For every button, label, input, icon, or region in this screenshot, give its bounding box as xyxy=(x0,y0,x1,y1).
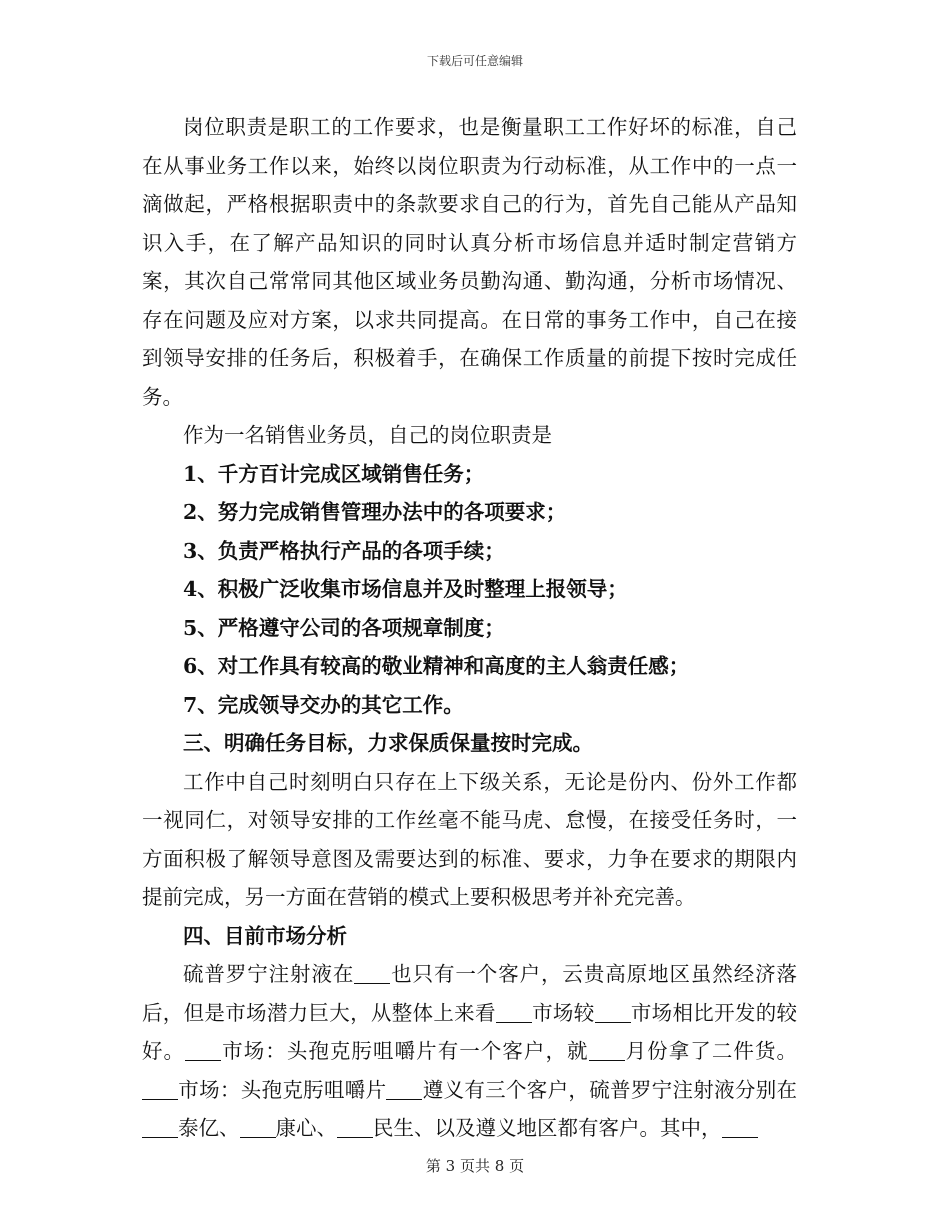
market-text: 月份拿了二件货。 xyxy=(624,1039,798,1063)
market-text: 市场：头孢克肟咀嚼片有一个客户，就 xyxy=(221,1039,589,1063)
duty-item-5: 5、严格遵守公司的各项规章制度； xyxy=(183,615,505,640)
market-text: 硫普罗宁注射液在 xyxy=(183,962,355,986)
blank-underline xyxy=(240,1117,276,1139)
market-text: 市场较 xyxy=(531,1000,595,1025)
paragraph-job-duties: 岗位职责是职工的工作要求，也是衡量职工工作好坏的标准，自己在从事业务工作以来，始终以岗位职责为行动标准，从工作中的一点一滴做起，严格根据职责中的条款要求自己的行为，首先自己能从产品知识入手，在了解产品知识的同时认真分析市场信息并适时制定营销方案，其次自己常常同其他区域业务员勤沟通、勤沟通，分析市场情况、存在问题及应对方案，以求共同提高。在日常的事务工作中，自己在接到领导安排的任务后，积极着手，在确保工作质量的前提下按时完成任务。 xyxy=(142,115,797,409)
duty-item-1: 1、千方百计完成区域销售任务； xyxy=(183,461,485,486)
market-text: 也只有一个客户，云贵高原地区虽然经济落后，但是市场潜力巨大，从整体上来看 xyxy=(142,962,798,1025)
market-text: 市场相比开发的较好。 xyxy=(142,1000,798,1063)
market-text: 康心、 xyxy=(275,1116,337,1140)
duty-item-4: 4、积极广泛收集市场信息并及时整理上报领导； xyxy=(183,577,628,601)
paragraph-duties-intro: 作为一名销售业务员，自己的岗位职责是 xyxy=(183,423,552,447)
section-heading-3: 三、明确任务目标，力求保质保量按时完成。 xyxy=(183,731,593,755)
duty-item-7: 7、完成领导交办的其它工作。 xyxy=(183,692,464,717)
market-text: 市场：头孢克肟咀嚼片 xyxy=(178,1077,387,1102)
blank-underline xyxy=(496,1001,532,1023)
blank-underline xyxy=(589,1040,625,1062)
duty-item-2: 2、努力完成销售管理办法中的各项要求； xyxy=(183,500,567,524)
blank-underline xyxy=(142,1117,178,1139)
blank-underline xyxy=(354,963,390,985)
page-header: 下载后可任意编辑 xyxy=(426,54,523,68)
blank-underline xyxy=(386,1078,422,1100)
section-heading-4: 四、目前市场分析 xyxy=(183,923,347,948)
duty-item-6: 6、对工作具有较高的敬业精神和高度的主人翁责任感； xyxy=(183,654,690,678)
blank-underline xyxy=(595,1001,631,1023)
market-text: 民生、以及遵义地区都有客户。其中， xyxy=(373,1116,722,1140)
blank-underline xyxy=(337,1117,373,1139)
blank-underline xyxy=(722,1117,758,1139)
paragraph-section-3: 工作中自己时刻明白只存在上下级关系，无论是份内、份外工作都一视同仁，对领导安排的工作丝毫不能马虎、怠慢，在接受任务时，一方面积极了解领导意图及需要达到的标准、要求，力争在要求的期限内提前完成，另一方面在营销的模式上要积极思考并补充完善。 xyxy=(142,769,797,909)
blank-underline xyxy=(185,1040,221,1062)
blank-underline xyxy=(142,1078,178,1100)
duty-item-3: 3、负责严格执行产品的各项手续； xyxy=(183,538,505,563)
document-body xyxy=(142,108,797,1148)
page-footer: 第 3 页共 8 页 xyxy=(425,1157,525,1175)
market-text: 遵义有三个客户，硫普罗宁注射液分别在 xyxy=(422,1077,798,1102)
market-text: 泰亿、 xyxy=(178,1116,240,1140)
paragraph-market-analysis xyxy=(142,955,797,1148)
